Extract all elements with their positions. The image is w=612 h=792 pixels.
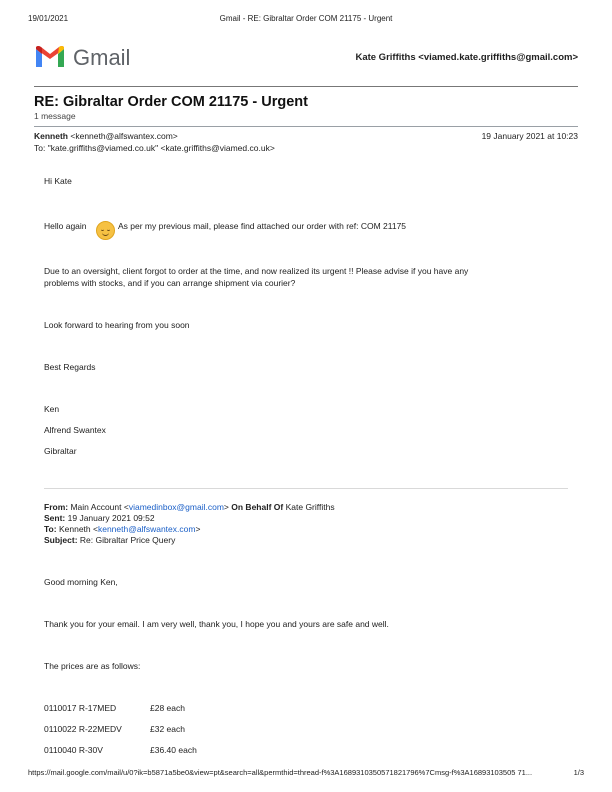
body-oversight-line-1: Due to an oversight, client forgot to order at the time, and now realized its urgent !! Please advise if you have any [44,266,469,276]
body-hello-text: As per my previous mail, please find attached our order with ref: COM 21175 [118,221,407,231]
print-url: https://mail.google.com/mail/u/0?ik=b5871a5be0&view=pt&search=all&permthid=thread-f%3A1689310350571821796%7Cmsg-f%3A16893103505 71... [28,768,533,777]
message-date: 19 January 2021 at 10:23 [481,131,578,141]
quoted-divider [44,488,568,489]
header-divider [34,86,578,87]
print-date: 19/01/2021 [28,14,69,23]
signature-location: Gibraltar [44,446,77,456]
quoted-prices-intro: The prices are as follows: [44,661,141,671]
body-regards: Best Regards [44,362,96,372]
price-item-price: £36.40 each [150,745,197,755]
gmail-logo-icon [34,45,66,69]
smiling-emoji-icon [96,221,115,240]
quoted-greeting: Good morning Ken, [44,577,118,587]
quoted-sent: Sent: 19 January 2021 09:52 [44,513,155,523]
signature-name: Ken [44,404,60,414]
body-hello-prefix: Hello again [44,221,87,231]
price-item-code: 0110040 R-30V [44,745,103,755]
price-item-code: 0110022 R-22MEDV [44,724,122,734]
quoted-thanks: Thank you for your email. I am very well, thank you, I hope you and yours are safe and well. [44,619,389,629]
account-label: Kate Griffiths <viamed.kate.griffiths@gmail.com> [355,52,578,63]
signature-company: Alfrend Swantex [44,425,106,435]
sender [34,131,178,141]
sender-email[interactable]: <kenneth@alfswantex.com> [70,131,178,141]
body-look-forward: Look forward to hearing from you soon [44,320,190,330]
price-item-price: £28 each [150,703,185,713]
price-item-price: £32 each [150,724,185,734]
recipient: To: "kate.griffiths@viamed.co.uk" <kate.griffiths@viamed.co.uk> [34,143,275,153]
print-title: Gmail - RE: Gibraltar Order COM 21175 - Urgent [219,14,393,23]
quoted-from: From: Main Account <viamedinbox@gmail.com> On Behalf Of Kate Griffiths [44,502,335,512]
quoted-from-email[interactable]: viamedinbox@gmail.com [128,502,224,512]
gmail-wordmark: Gmail [73,45,131,70]
subject-divider [34,126,578,127]
price-item-code: 0110017 R-17MED [44,703,117,713]
message-count: 1 message [34,111,76,121]
body-oversight-line-2: problems with stocks, and if you can arrange shipment via courier? [44,278,296,288]
page-number: 1/3 [573,768,584,777]
sender-name: Kenneth [34,131,68,141]
quoted-subject: Subject: Re: Gibraltar Price Query [44,535,176,545]
quoted-to-email[interactable]: kenneth@alfswantex.com [97,524,196,534]
body-greeting: Hi Kate [44,176,72,186]
quoted-to: To: Kenneth <kenneth@alfswantex.com> [44,524,201,534]
thread-subject: RE: Gibraltar Order COM 21175 - Urgent [34,94,308,110]
